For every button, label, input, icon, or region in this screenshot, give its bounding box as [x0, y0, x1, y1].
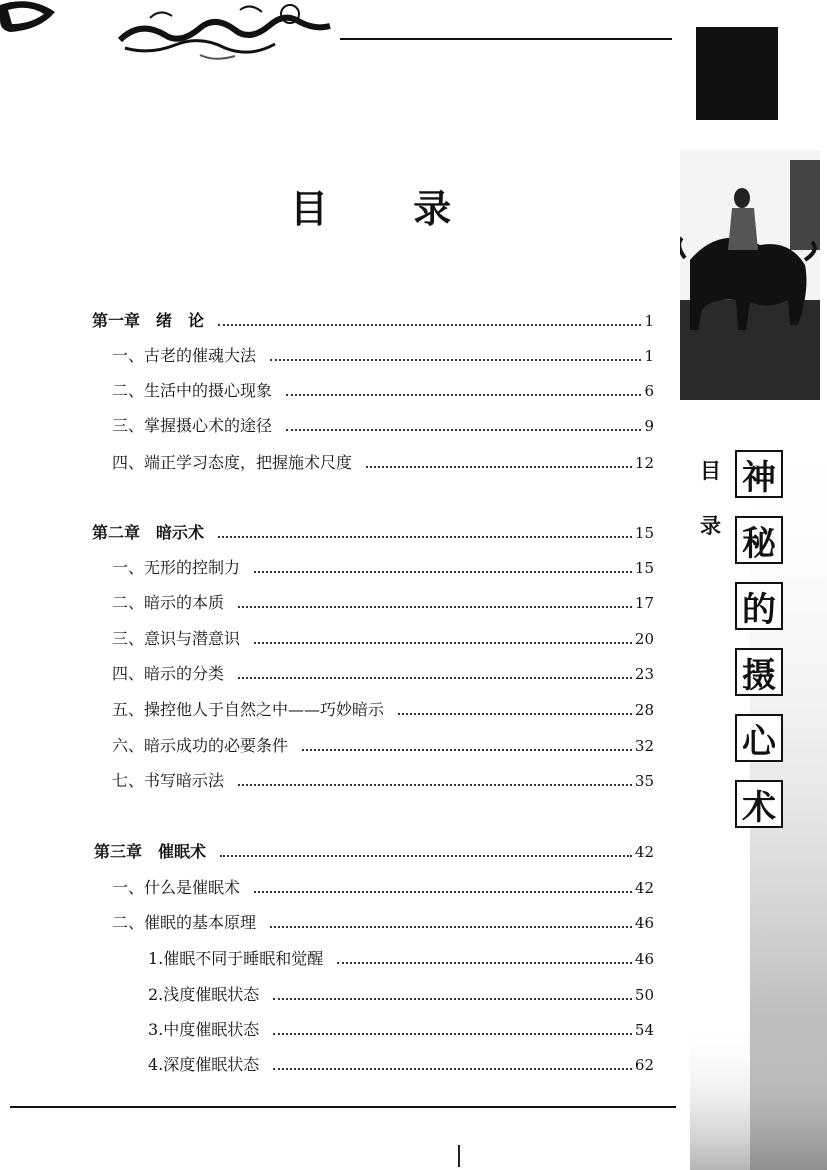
toc-page: 17 [634, 594, 654, 612]
toc-page: 9 [644, 417, 654, 435]
toc-subsection[interactable] [148, 982, 654, 1004]
page-number-mark [458, 1145, 460, 1167]
toc-page: 50 [634, 986, 654, 1004]
toc-title: 第二章 暗示术 [92, 523, 205, 542]
toc-subsection[interactable] [148, 1017, 654, 1039]
toc-leader [398, 713, 632, 715]
toc-title: 三、掌握摄心术的途径 [112, 416, 273, 435]
toc-page: 6 [644, 382, 654, 400]
toc-page: 28 [634, 701, 654, 719]
toc-title: 二、暗示的本质 [112, 593, 225, 612]
toc-title: 1.催眠不同于睡眠和觉醒 [148, 949, 324, 968]
toc-title: 二、催眠的基本原理 [112, 913, 257, 932]
toc-chapter[interactable] [92, 520, 654, 542]
toc-page: 35 [634, 772, 654, 790]
toc-section[interactable] [112, 343, 654, 365]
toc-page: 32 [634, 737, 654, 755]
page-title: 目 录 [290, 187, 488, 231]
toc-page: 46 [634, 950, 654, 968]
toc-section[interactable] [112, 590, 654, 612]
toc-leader [273, 998, 632, 1000]
toc-title: 六、暗示成功的必要条件 [112, 736, 289, 755]
toc-leader [270, 359, 641, 361]
toc-title: 七、书写暗示法 [112, 771, 225, 790]
toc-section[interactable] [112, 378, 654, 400]
book-title-char: 摄 [735, 648, 783, 696]
side-label-lu: 录 [700, 514, 721, 538]
toc-page: 42 [634, 879, 654, 897]
toc-leader [238, 677, 632, 679]
book-title-char: 心 [735, 714, 783, 762]
vertical-book-title [735, 450, 783, 846]
toc-section[interactable] [112, 661, 654, 683]
toc-title: 4.深度催眠状态 [148, 1055, 260, 1074]
toc-subsection[interactable] [148, 946, 654, 968]
header-rule [340, 38, 672, 40]
toc-page: 42 [634, 843, 654, 861]
book-title-char: 的 [735, 582, 783, 630]
toc-title: 三、意识与潜意识 [112, 629, 241, 648]
buffalo-rider-photo [680, 150, 820, 400]
toc-title: 四、暗示的分类 [112, 664, 225, 683]
toc-leader [254, 891, 632, 893]
toc-page: 20 [634, 630, 654, 648]
toc-page: 12 [634, 454, 654, 472]
toc-title: 四、端正学习态度，把握施术尺度 [112, 453, 353, 472]
toc-leader [238, 784, 632, 786]
toc-leader [337, 962, 632, 964]
toc-leader [238, 606, 632, 608]
toc-leader [218, 324, 641, 326]
toc-leader [220, 855, 632, 857]
toc-title: 五、操控他人于自然之中——巧妙暗示 [112, 700, 385, 719]
footer-rule [10, 1106, 676, 1108]
book-title-char: 神 [735, 450, 783, 498]
toc-page: 23 [634, 665, 654, 683]
toc-title: 3.中度催眠状态 [148, 1020, 260, 1039]
toc-section[interactable] [112, 910, 654, 932]
toc-section[interactable] [112, 555, 654, 577]
toc-section[interactable] [112, 768, 654, 790]
toc-page: 1 [644, 347, 654, 365]
toc-subsection[interactable] [148, 1052, 654, 1074]
toc-leader [286, 429, 641, 431]
toc-page: 46 [634, 914, 654, 932]
toc-leader [254, 571, 632, 573]
toc-chapter[interactable] [92, 308, 654, 330]
toc-title: 一、古老的催魂大法 [112, 346, 257, 365]
toc-page: 15 [634, 559, 654, 577]
toc-leader [270, 926, 632, 928]
toc-section[interactable] [112, 733, 654, 755]
toc-leader [273, 1068, 632, 1070]
toc-page: 54 [634, 1021, 654, 1039]
toc-leader [273, 1033, 632, 1035]
dragon-header-art [0, 0, 340, 70]
toc-leader [302, 749, 632, 751]
side-label-mu: 目 [700, 459, 721, 483]
toc-leader [366, 466, 632, 468]
toc-title: 第一章 绪 论 [92, 311, 205, 330]
toc-page: 1 [644, 312, 654, 330]
toc-leader [254, 642, 632, 644]
toc-section[interactable] [112, 697, 654, 719]
toc-leader [286, 394, 641, 396]
toc-title: 二、生活中的摄心现象 [112, 381, 273, 400]
toc-chapter[interactable] [94, 839, 654, 861]
toc-title: 一、什么是催眠术 [112, 878, 241, 897]
toc-page: 15 [634, 524, 654, 542]
corner-black-block [696, 27, 778, 120]
toc-title: 2.浅度催眠状态 [148, 985, 260, 1004]
book-title-char: 术 [735, 780, 783, 828]
book-title-char: 秘 [735, 516, 783, 564]
toc-title: 第三章 催眠术 [94, 842, 207, 861]
toc-page: 62 [634, 1056, 654, 1074]
toc-section[interactable] [112, 413, 654, 435]
toc-title: 一、无形的控制力 [112, 558, 241, 577]
toc-leader [218, 536, 632, 538]
toc-section[interactable] [112, 450, 654, 472]
toc-section[interactable] [112, 875, 654, 897]
toc-section[interactable] [112, 626, 654, 648]
